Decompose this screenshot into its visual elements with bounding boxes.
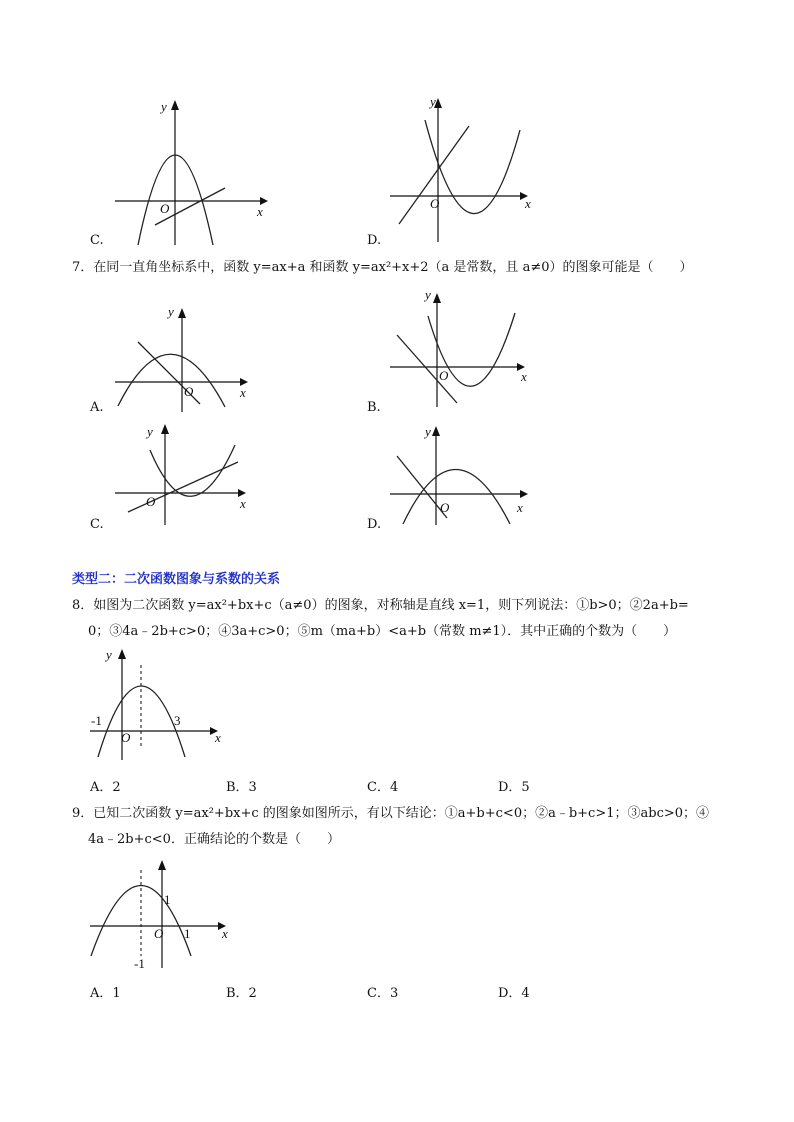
x-label: x [521,369,527,384]
root-right-label: 3 [174,713,181,728]
q9-option-a: A．1 [90,986,121,1001]
y-arrow [158,860,166,870]
origin-label: O [184,384,194,399]
q9-option-c: C．3 [367,986,399,1001]
q8-option-a: A．2 [90,780,121,795]
x-label: x [525,196,531,211]
y-arrow [118,649,126,659]
root-left-label: -1 [91,713,102,728]
line-graph [128,462,238,512]
y-arrow [432,426,440,436]
question-9-line2: 4a﹣2b+c<0．正确结论的个数是（ ） [88,832,340,847]
x-label: x [517,500,523,515]
y-label: y [161,99,167,114]
graph-q7-a [100,302,270,412]
parabola [118,354,225,407]
y-label: y [147,424,153,439]
origin-label: O [121,730,131,745]
parabola [403,470,510,525]
x-label: x [215,730,221,745]
option-c-label-top: C. [90,233,104,248]
q7-option-b: B. [367,400,381,415]
y-arrow [178,308,186,318]
x-one-label: 1 [184,926,191,941]
graph-q7-d [385,420,555,530]
q9-option-d: D．4 [498,986,530,1001]
y-label: y [425,424,431,439]
origin-label: O [440,500,450,515]
graph-top-c [100,95,280,255]
x-label: x [240,496,246,511]
parabola [150,445,235,496]
origin-label: O [430,196,440,211]
y-label: y [168,304,174,319]
y-label: y [106,647,112,662]
graph-top-d [385,92,555,252]
section-heading: 类型二：二次函数图象与系数的关系 [72,572,281,587]
q7-option-a: A. [90,400,104,415]
neg-one-label: -1 [134,956,145,971]
x-label: x [240,385,246,400]
x-label: x [222,926,228,941]
y-arrow [171,100,179,110]
question-8-line1: 8．如图为二次函数 y=ax²+bx+c（a≠0）的图象，对称轴是直线 x=1，则下列说法：①b>0；②2a+b= [72,598,689,613]
y-arrow [433,293,441,303]
y-intercept-label: 1 [164,892,171,907]
q7-option-c: C. [90,517,104,532]
graph-q8 [88,645,228,765]
graph-q7-b [385,283,555,413]
origin-label: O [160,201,170,216]
q9-option-b: B．2 [226,986,257,1001]
q8-option-c: C．4 [367,780,399,795]
q8-option-d: D．5 [498,780,530,795]
graph-q9 [88,860,238,975]
graph-q7-c [100,420,270,530]
origin-label: O [146,494,156,509]
question-9-line1: 9．已知二次函数 y=ax²+bx+c 的图象如图所示，有以下结论：①a+b+c<0；②a﹣b+c>1；③abc>0；④ [72,806,710,821]
x-arrow [520,490,528,498]
question-8-line2: 0；③4a﹣2b+c>0；④3a+c>0；⑤m（ma+b）<a+b（常数 m≠1）．其中正确的个数为（ ） [88,624,677,639]
origin-label: O [154,926,164,941]
q8-option-b: B．3 [226,780,257,795]
y-label: y [425,287,431,302]
q7-option-d: D. [367,517,382,532]
option-d-label-top: D. [367,233,382,248]
origin-label: O [439,368,449,383]
x-label: x [257,204,263,219]
y-arrow [161,424,169,434]
y-label: y [430,94,436,109]
question-7-text: 7．在同一直角坐标系中，函数 y=ax+a 和函数 y=ax²+x+2（a 是常数，且 a≠0）的图象可能是（ ） [72,260,693,275]
